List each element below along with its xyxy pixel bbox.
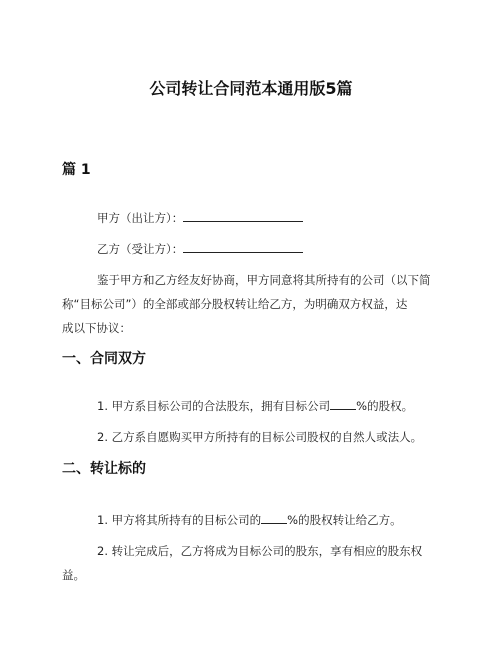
party-a-label: 甲方（出让方）： xyxy=(97,211,184,225)
section-1-item-1 xyxy=(97,394,413,418)
s1-item1-text-a: 1. 甲方系目标公司的合法股东，拥有目标公司 xyxy=(97,399,331,413)
s1-item1-blank xyxy=(330,397,356,410)
s2-item1-blank xyxy=(261,511,287,524)
section-1-heading: 一、合同双方 xyxy=(62,351,146,367)
party-b-blank xyxy=(183,240,303,253)
section-2-item-2-line-2: 益。 xyxy=(62,568,85,582)
section-2-heading: 二、转让标的 xyxy=(62,461,146,477)
party-a-line xyxy=(97,206,303,230)
s2-item1-text-a: 1. 甲方将其所持有的目标公司的 xyxy=(97,513,262,527)
section-2-item-1 xyxy=(97,508,402,532)
part-heading: 篇 1 xyxy=(62,162,91,178)
intro-line-1: 鉴于甲方和乙方经友好协商，甲方同意将其所持有的公司（以下简 xyxy=(97,273,431,287)
intro-line-2: 称“目标公司”）的全部或部分股权转让给乙方，为明确双方权益，达 xyxy=(62,297,408,311)
document-title: 公司转让合同范本通用版5篇 xyxy=(149,79,353,98)
party-a-blank xyxy=(183,209,303,222)
intro-line-3: 成以下协议： xyxy=(62,321,131,335)
s2-item1-text-b: %的股权转让给乙方。 xyxy=(287,513,402,527)
s1-item1-text-b: %的股权。 xyxy=(356,399,414,413)
section-1-item-2: 2. 乙方系自愿购买甲方所持有的目标公司股权的自然人或法人。 xyxy=(97,430,423,444)
section-2-item-2-line-1: 2. 转让完成后，乙方将成为目标公司的股东，享有相应的股东权 xyxy=(97,544,423,558)
party-b-label: 乙方（受让方）： xyxy=(97,242,184,256)
party-b-line xyxy=(97,237,303,261)
